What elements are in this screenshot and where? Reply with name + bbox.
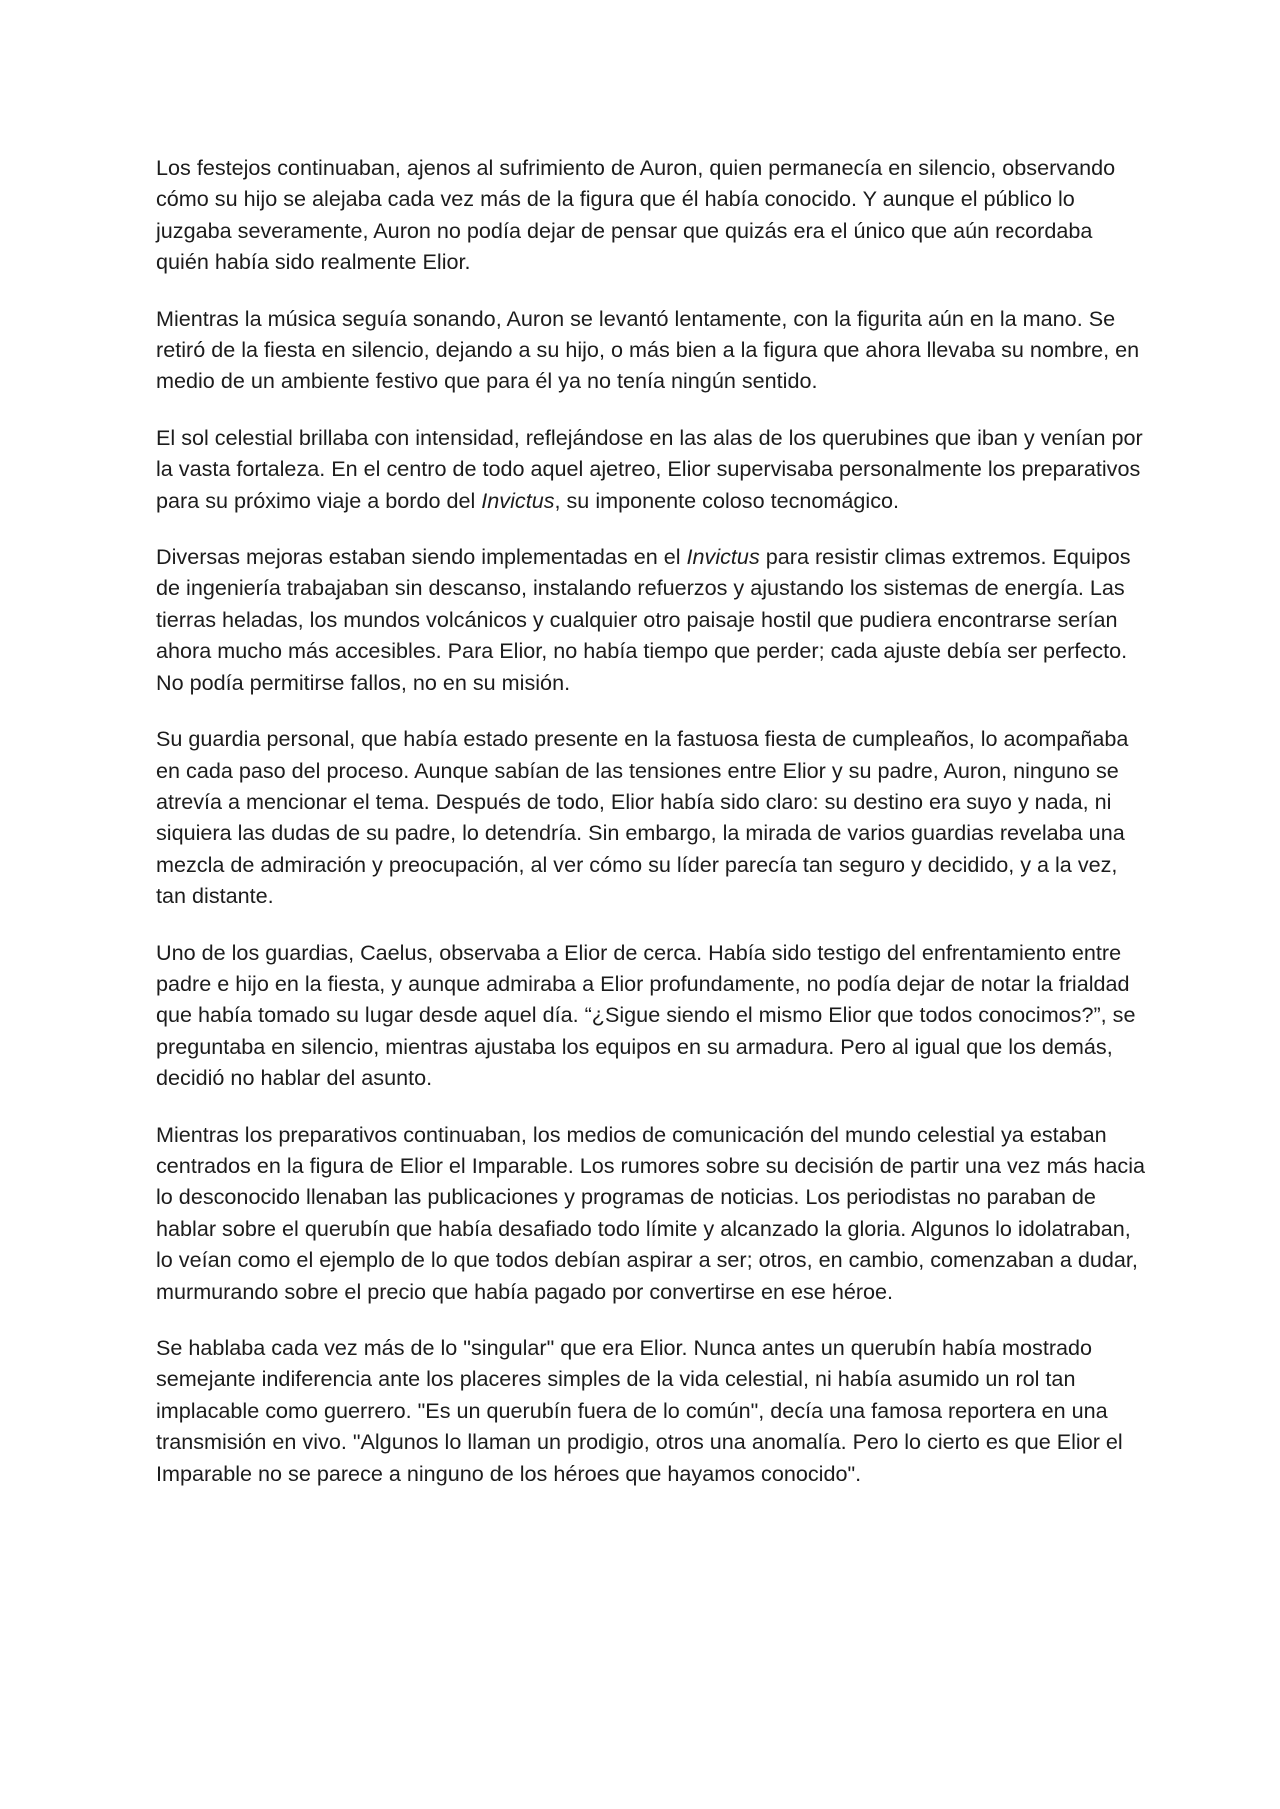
paragraph <box>156 937 1146 1094</box>
paragraph <box>156 1119 1146 1307</box>
ship-name-italic: Invictus <box>481 487 555 513</box>
paragraph <box>156 303 1146 397</box>
paragraph-text: Diversas mejoras estaban siendo implementadas en el <box>156 544 687 570</box>
paragraph-text: Se hablaba cada vez más de lo "singular" que era Elior. Nunca antes un querubín había mostrado semejante indiferencia ante los placeres simples de la vida celestial, ni había asumido un rol tan implacable como guerrero. "Es un querubín fuera de lo común", decía una famosa reportera en una transmisión en vivo. "Algunos lo llaman un prodigio, otros una anomalía. Pero lo cierto es que Elior el Imparable no se parece a ninguno de los héroes que hayamos conocido". <box>156 1335 1123 1486</box>
document-body <box>156 152 1146 1514</box>
paragraph-text: , su imponente coloso tecnomágico. <box>554 487 900 513</box>
paragraph-text: para resistir climas extremos. Equipos de ingeniería trabajaban sin descanso, instalando refuerzos y ajustando los sistemas de energía. Las tierras heladas, los mundos volcánicos y cualquier otro paisaje hostil que pudiera encontrarse serían ahora mucho más accesibles. Para Elior, no había tiempo que perder; cada ajuste debía ser perfecto. No podía permitirse fallos, no en su misión. <box>156 544 1131 695</box>
paragraph-text: Mientras los preparativos continuaban, los medios de comunicación del mundo celestial ya estaban centrados en la figura de Elior el Imparable. Los rumores sobre su decisión de partir una vez más hacia lo desconocido llenaban las publicaciones y programas de noticias. Los periodistas no paraban de hablar sobre el querubín que había desafiado todo límite y alcanzado la gloria. Algunos lo idolatraban, lo veían como el ejemplo de lo que todos debían aspirar a ser; otros, en cambio, comenzaban a dudar, murmurando sobre el precio que había pagado por convertirse en ese héroe. <box>156 1121 1146 1304</box>
paragraph <box>156 1332 1146 1489</box>
paragraph-text: El sol celestial brillaba con intensidad, reflejándose en las alas de los querubines que iban y venían por la vasta fortaleza. En el centro de todo aquel ajetreo, Elior supervisaba personalmente los preparativos para su próximo viaje a bordo del <box>156 424 1143 513</box>
paragraph <box>156 723 1146 911</box>
paragraph <box>156 152 1146 278</box>
paragraph-text: Uno de los guardias, Caelus, observaba a Elior de cerca. Había sido testigo del enfrentamiento entre padre e hijo en la fiesta, y aunque admiraba a Elior profundamente, no podía dejar de notar la frialdad que había tomado su lugar desde aquel día. “¿Sigue siendo el mismo Elior que todos conocimos?”, se preguntaba en silencio, mientras ajustaba los equipos en su armadura. Pero al igual que los demás, decidió no hablar del asunto. <box>156 939 1136 1091</box>
paragraph <box>156 422 1146 516</box>
ship-name-italic: Invictus <box>686 544 760 570</box>
paragraph-text: Su guardia personal, que había estado presente en la fastuosa fiesta de cumpleaños, lo acompañaba en cada paso del proceso. Aunque sabían de las tensiones entre Elior y su padre, Auron, ninguno se atrevía a mencionar el tema. Después de todo, Elior había sido claro: su destino era suyo y nada, ni siquiera las dudas de su padre, lo detendría. Sin embargo, la mirada de varios guardias revelaba una mezcla de admiración y preocupación, al ver cómo su líder parecía tan seguro y decidido, y a la vez, tan distante. <box>156 726 1129 909</box>
paragraph-text: Mientras la música seguía sonando, Auron se levantó lentamente, con la figurita aún en la mano. Se retiró de la fiesta en silencio, dejando a su hijo, o más bien a la figura que ahora llevaba su nombre, en medio de un ambiente festivo que para él ya no tenía ningún sentido. <box>156 305 1140 394</box>
paragraph <box>156 541 1146 698</box>
paragraph-text: Los festejos continuaban, ajenos al sufrimiento de Auron, quien permanecía en silencio, observando cómo su hijo se alejaba cada vez más de la figura que él había conocido. Y aunque el público lo juzgaba severamente, Auron no podía dejar de pensar que quizás era el único que aún recordaba quién había sido realmente Elior. <box>156 155 1116 275</box>
